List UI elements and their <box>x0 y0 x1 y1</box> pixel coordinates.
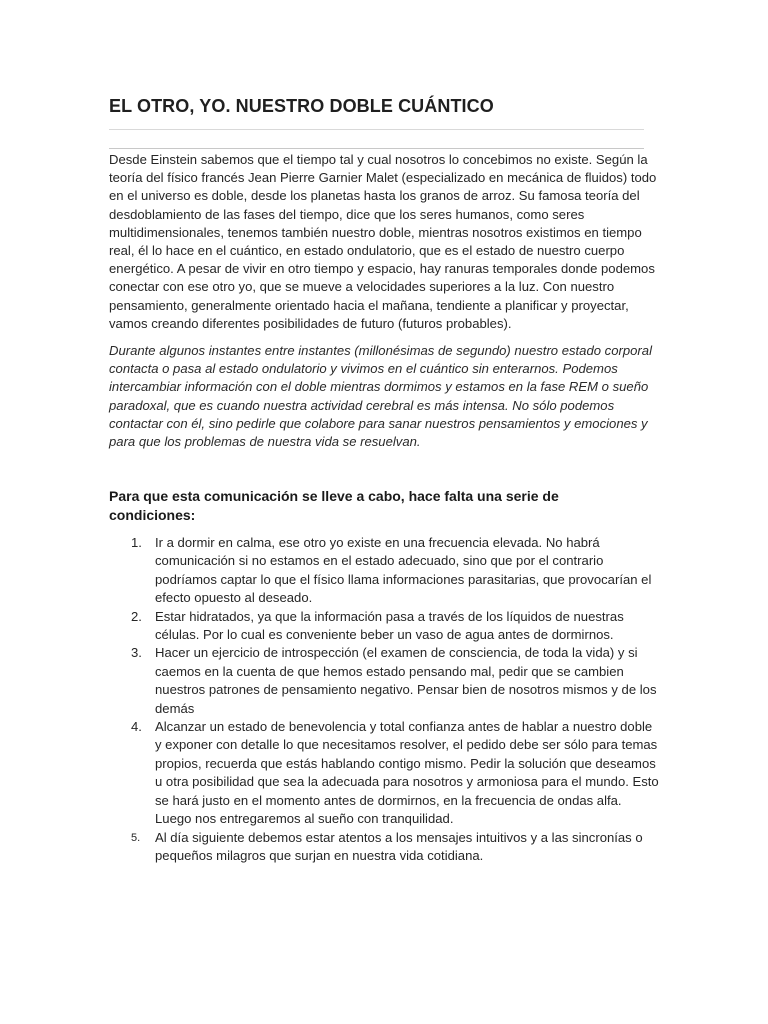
list-item-number: 5. <box>131 831 141 844</box>
list-item <box>109 829 669 866</box>
list-item <box>109 608 669 645</box>
list-item-text: Alcanzar un estado de benevolencia y total confianza antes de hablar a nuestro doble y exponer con detalle lo que necesitamos resolver, el pedido debe ser sólo para temas propios, recuerda que estás hablando contigo mismo. Pedir la solución que deseamos u otra posibilidad que sea la adecuada para nosotros y armoniosa para el mundo. Esto se hará justo en el momento antes de dormirnos, en la frecuencia de ondas alfa. Luego nos entregaremos al sueño con tranquilidad. <box>155 719 659 827</box>
list-item-number: 4. <box>131 719 142 735</box>
list-item-number: 2. <box>131 608 142 624</box>
conditions-heading: Para que esta comunicación se lleve a cabo, hace falta una serie de condiciones: <box>109 488 559 523</box>
list-item-text: Al día siguiente debemos estar atentos a los mensajes intuitivos y a las sincronías o pequeños milagros que surjan en nuestra vida cotidiana. <box>155 829 643 863</box>
section-divider <box>109 148 644 149</box>
document-title: EL OTRO, YO. NUESTRO DOBLE CUÁNTICO <box>109 96 494 116</box>
list-item <box>109 534 669 608</box>
list-item-number: 1. <box>131 535 142 550</box>
list-item-text: Ir a dormir en calma, ese otro yo existe en una frecuencia elevada. No habrá comunicación si no estamos en el estado adecuado, sino que por el contrario podríamos captar lo que el físico llama informaciones parasitarias, que provocarían el efecto opuesto al deseado. <box>155 535 652 606</box>
list-item-text: Estar hidratados, ya que la información pasa a través de los líquidos de nuestras células. Por lo cual es conveniente beber un vaso de agua antes de dormirnos. <box>155 608 624 643</box>
list-item-number: 3. <box>131 645 142 661</box>
title-divider <box>109 129 644 130</box>
intro-paragraph: Desde Einstein sabemos que el tiempo tal y cual nosotros lo concebimos no existe. Según la teoría del físico francés Jean Pierre Garnier Malet (especializado en mecánica de fluidos) todo en el universo es doble, desde los planetas hasta los granos de arroz. Su famosa teoría del desdoblamiento de las fases del tiempo, dice que los seres humanos, como seres multidimensionales, tenemos también nuestro doble, mientras nosotros existimos en tiempo real, él lo hace en el cuántico, en estado ondulatorio, que es el estado de nuestro cuerpo energético. A pesar de vivir en otro tiempo y espacio, hay ranuras temporales donde podemos conectar con ese otro yo, que se mueve a velocidades superiores a la luz. Con nuestro pensamiento, generalmente orientado hacia el mañana, tendiente a planificar y proyectar, vamos creando diferentes posibilidades de futuro (futuros probables). <box>109 152 657 331</box>
list-item <box>109 718 669 828</box>
list-item-text: Hacer un ejercicio de introspección (el examen de consciencia, de toda la vida) y si caemos en la cuenta de que hemos estado pensando mal, pedir que se cambien nuestros patrones de pensamiento negativo. Pensar bien de nosotros mismos y de los demás <box>155 645 657 716</box>
conditions-list <box>109 534 669 865</box>
italic-paragraph: Durante algunos instantes entre instantes (millonésimas de segundo) nuestro estado corporal contacta o pasa al estado ondulatorio y vivimos en el cuántico sin enterarnos. Podemos intercambiar información con el doble mientras dormimos y estamos en la fase REM o sueño paradoxal, que es cuando nuestra actividad cerebral es más intensa. No sólo podemos contactar con él, sino pedirle que colabore para sanar nuestros pensamientos y emociones y para que los problemas de nuestra vida se resuelvan. <box>109 343 652 450</box>
list-item <box>109 644 669 718</box>
